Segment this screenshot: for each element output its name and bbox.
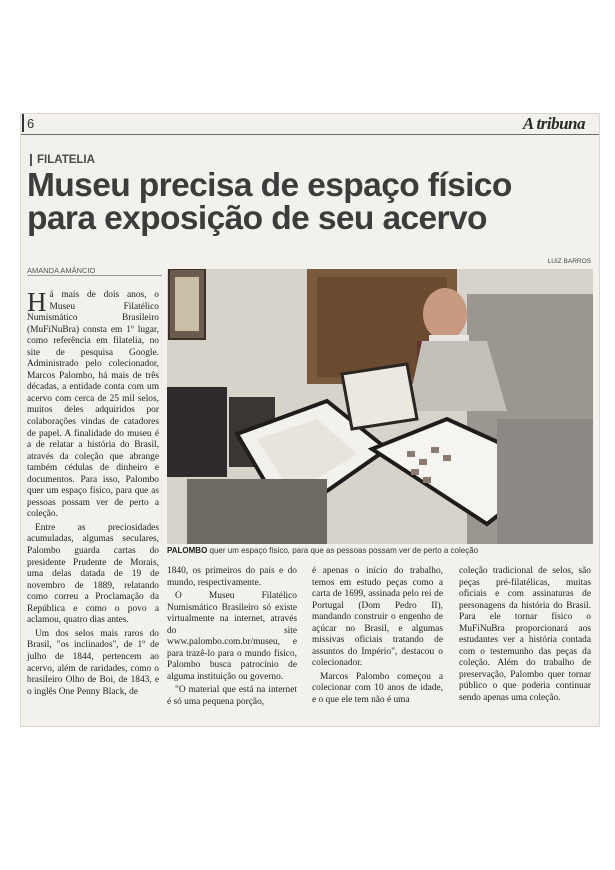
paragraph: O Museu Filatélico Numismático Brasileiro só existe virtualmente na internet, através do site www.palombo.com.br/museu, e para trazê-lo para o mundo físico, Palombo busca patrocínio de alguma instituição ou governo. xyxy=(167,591,297,682)
article-column-4 xyxy=(459,566,591,705)
byline-rule xyxy=(27,275,162,276)
paragraph: Há mais de dois anos, o Museu Filatélico Numismático Brasileiro (MuFiNuBra) consta em 1º lugar, como referência em filatelia, no site de pesquisa Google. Administrado pelo colecionador, Marcos Palombo, há mais de três décadas, a entidade conta com um acervo com cerca de 25 mil selos, muitos deles adquiridos por colaborações vindas de catadores de papel. A finalidade do museu é a de relatar a história do Brasil, através da coleção que abrange também cédulas de dinheiro e documentos. Para isso, Palombo quer um espaço físico, para que as pessoas possam ver de perto a coleção. xyxy=(27,287,159,520)
article-column-2 xyxy=(167,566,297,709)
newspaper-clipping xyxy=(20,113,600,727)
paragraph: é apenas o início do trabalho, temos em estudo peças como a carta de 1699, assinada pelo rei de Portugal (Dom Pedro II), mandando construir o engenho de açúcar no Brasil, e algumas missivas oficiais tratando de assuntos do Império", destacou o colecionador. xyxy=(312,566,443,669)
article-photo xyxy=(167,269,593,544)
photo-caption xyxy=(167,546,593,555)
article-column-3 xyxy=(312,566,443,707)
photo-illustration xyxy=(167,269,593,544)
headline: Museu precisa de espaço físico para exposição de seu acervo xyxy=(27,167,512,237)
photo-credit: LUIZ BARROS xyxy=(547,258,591,265)
paragraph: 1840, os primeiros do país e do mundo, respectivamente. xyxy=(167,566,297,588)
drop-cap: H xyxy=(27,287,47,317)
caption-text: quer um espaço físico, para que as pessoas possam ver de perto a coleção xyxy=(207,546,479,555)
paragraph: Marcos Palombo começou a colecionar com 10 anos de idade, e o que ele tem não é uma xyxy=(312,671,443,706)
caption-name: PALOMBO xyxy=(167,546,208,555)
page-number: 6 xyxy=(27,116,35,131)
paragraph: coleção tradicional de selos, são peças pré-filatélicas, muitas oficiais e com assinaturas de personagens da história do Brasil. Para ele tornar físico o MuFiNuBra proporcionará aos estudantes ver a história contada com o testemunho das peças da coleção. Além do trabalho de preservação, Palombo quer tornar público o que poderia continuar sendo apenas uma coleção. xyxy=(459,566,591,704)
paragraph: Um dos selos mais raros do Brasil, "os inclinados", de 1º de julho de 1844, pertencem ao acervo, além de raridades, como o brasileiro Olho de Boi, de 1843, e o inglês One Penny Black, de xyxy=(27,628,159,697)
article-column-1 xyxy=(27,287,159,698)
paragraph: "O material que está na internet é só uma pequena porção, xyxy=(167,685,297,708)
masthead-logo: A tribuna xyxy=(522,114,585,133)
author-byline: AMANDA AMÂNCIO xyxy=(27,266,96,275)
page-header xyxy=(21,114,599,135)
paragraph: Entre as preciosidades acumuladas, algumas seculares, Palombo guarda cartas do presidente Prudente de Morais, uma delas datada de 19 de novembro de 1889, relatando como correu a Proclamação da República e como o povo a aclamou, quatro dias antes. xyxy=(27,522,159,626)
section-label: FILATELIA xyxy=(30,154,95,166)
